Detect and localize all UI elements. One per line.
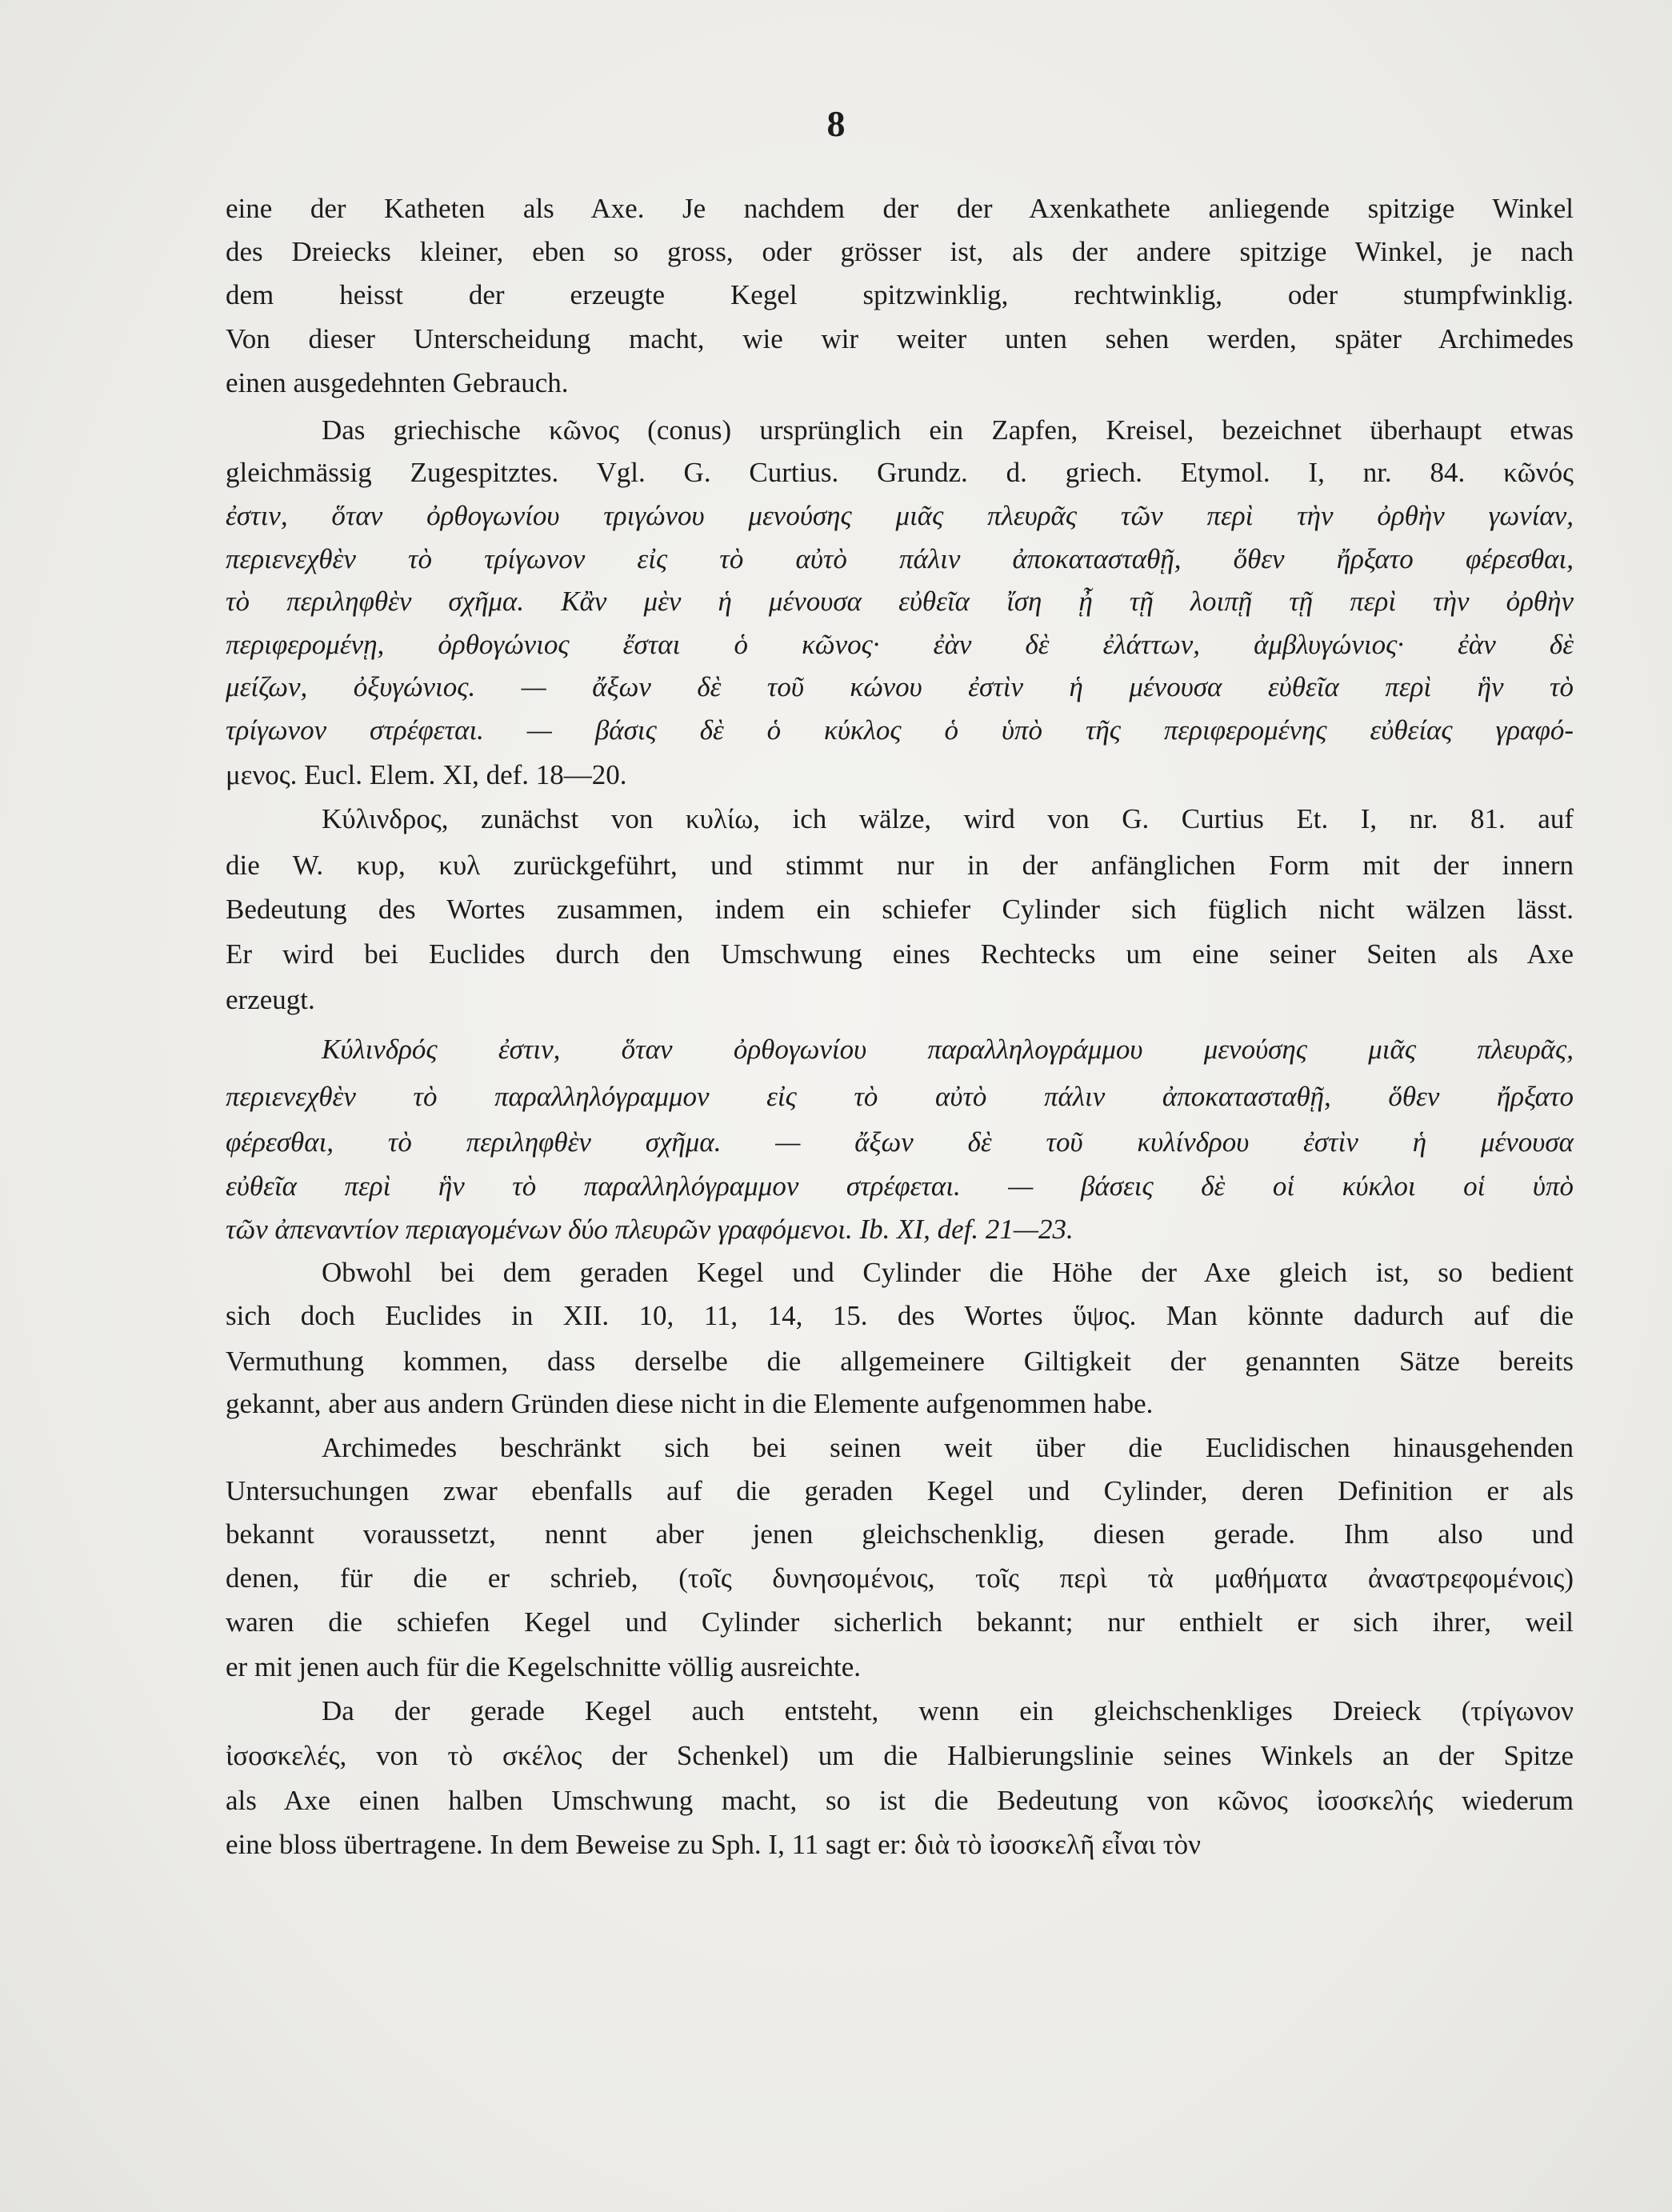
text-line: denen, für die er schrieb, (τοῖς δυνησομένοις, τοῖς περὶ τὰ μαθήματα ἀναστρεφομένοις) (226, 1562, 1574, 1594)
text-line: erzeugt. (226, 984, 315, 1015)
text-line: dem heisst der erzeugte Kegel spitzwinklig, rechtwinklig, oder stumpfwinklig. (226, 279, 1574, 310)
text-line: Von dieser Unterscheidung macht, wie wir weiter unten sehen werden, später Archimedes (226, 323, 1574, 354)
text-line: gleichmässig Zugespitztes. Vgl. G. Curtius. Grundz. d. griech. Etymol. I, nr. 84. κῶνός (226, 457, 1574, 488)
text-line: Archimedes beschränkt sich bei seinen weit über die Euclidischen hinausgehenden (322, 1432, 1574, 1463)
text-line: Da der gerade Kegel auch entsteht, wenn ein gleichschenkliges Dreieck (τρίγωνον (322, 1695, 1574, 1726)
text-line: Vermuthung kommen, dass derselbe die allgemeinere Giltigkeit der genannten Sätze bereits (226, 1346, 1574, 1377)
text-line: περιενεχθὲν τὸ παραλληλόγραμμον εἰς τὸ αὐτὸ πάλιν ἀποκατασταθῇ, ὅθεν ἤρξατο (226, 1081, 1574, 1112)
text-line: eine der Katheten als Axe. Je nachdem der der Axenkathete anliegende spitzige Winkel (226, 193, 1574, 224)
text-line: bekannt voraussetzt, nennt aber jenen gleichschenklig, diesen gerade. Ihm also und (226, 1518, 1574, 1550)
text-line: sich doch Euclides in XII. 10, 11, 14, 15. des Wortes ὕψος. Man könnte dadurch auf die (226, 1300, 1574, 1331)
text-line: des Dreiecks kleiner, eben so gross, oder grösser ist, als der andere spitzige Winkel, je nach (226, 236, 1574, 267)
text-line: gekannt, aber aus andern Gründen diese nicht in die Elemente aufgenommen habe. (226, 1388, 1154, 1419)
text-line: Κύλινδρος, zunächst von κυλίω, ich wälze, wird von G. Curtius Et. I, nr. 81. auf (322, 803, 1574, 834)
page-number: 8 (826, 103, 846, 144)
text-line: ἰσοσκελές, von τὸ σκέλος der Schenkel) um die Halbierungslinie seines Winkels an der Spitze (226, 1740, 1574, 1771)
text-line: die W. κυρ, κυλ zurückgeführt, und stimmt nur in der anfänglichen Form mit der innern (226, 850, 1574, 881)
text-line: er mit jenen auch für die Kegelschnitte völlig ausreichte. (226, 1651, 862, 1682)
text-line: eine bloss übertragene. In dem Beweise zu Sph. I, 11 sagt er: διὰ τὸ ἰσοσκελῆ εἶναι τὸν (226, 1829, 1201, 1860)
text-line: μενος. Eucl. Elem. XI, def. 18—20. (226, 759, 627, 790)
text-line: Obwohl bei dem geraden Kegel und Cylinder die Höhe der Axe gleich ist, so bedient (322, 1257, 1574, 1288)
text-line: εὐθεῖα περὶ ἣν τὸ παραλληλόγραμμον στρέφεται. — βάσεις δὲ οἱ κύκλοι οἱ ὑπὸ (226, 1170, 1574, 1202)
text-line: Κύλινδρός ἐστιν, ὅταν ὀρθογωνίου παραλληλογράμμου μενούσης μιᾶς πλευρᾶς, (322, 1034, 1574, 1065)
text-line: einen ausgedehnten Gebrauch. (226, 367, 569, 398)
text-line: Das griechische κῶνος (conus) ursprünglich ein Zapfen, Kreisel, bezeichnet überhaupt etwas (322, 414, 1574, 446)
text-line: περιφερομένῃ, ὀρθογώνιος ἔσται ὁ κῶνος· ἐὰν δὲ ἐλάττων, ἀμβλυγώνιος· ἐὰν δὲ (226, 629, 1574, 660)
text-line: ἐστιν, ὅταν ὀρθογωνίου τριγώνου μενούσης μιᾶς πλευρᾶς τῶν περὶ τὴν ὀρθὴν γωνίαν, (226, 500, 1574, 531)
text-line: Er wird bei Euclides durch den Umschwung eines Rechtecks um eine seiner Seiten als Axe (226, 938, 1574, 970)
text-line: τὸ περιληφθὲν σχῆμα. Κἂν μὲν ἡ μένουσα εὐθεῖα ἴση ᾖ τῇ λοιπῇ τῇ περὶ τὴν ὀρθὴν (226, 586, 1574, 617)
text-line: waren die schiefen Kegel und Cylinder sicherlich bekannt; nur enthielt er sich ihrer, weil (226, 1606, 1574, 1638)
text-line: φέρεσθαι, τὸ περιληφθὲν σχῆμα. — ἄξων δὲ τοῦ κυλίνδρου ἐστὶν ἡ μένουσα (226, 1126, 1574, 1158)
text-line: τῶν ἀπεναντίον περιαγομένων δύο πλευρῶν γραφόμενοι. Ib. XI, def. 21—23. (226, 1214, 1074, 1245)
text-line: Bedeutung des Wortes zusammen, indem ein schiefer Cylinder sich füglich nicht wälzen lässt. (226, 894, 1574, 925)
text-line: als Axe einen halben Umschwung macht, so ist die Bedeutung von κῶνος ἰσοσκελής wiederum (226, 1785, 1574, 1816)
text-line: μείζων, ὀξυγώνιος. — ἄξων δὲ τοῦ κώνου ἐστὶν ἡ μένουσα εὐθεῖα περὶ ἣν τὸ (226, 671, 1574, 702)
text-line: τρίγωνον στρέφεται. — βάσις δὲ ὁ κύκλος ὁ ὑπὸ τῆς περιφερομένης εὐθείας γραφό- (226, 714, 1574, 746)
text-line: περιενεχθὲν τὸ τρίγωνον εἰς τὸ αὐτὸ πάλιν ἀποκατασταθῇ, ὅθεν ἤρξατο φέρεσθαι, (226, 543, 1574, 574)
text-line: Untersuchungen zwar ebenfalls auf die geraden Kegel und Cylinder, deren Definition er als (226, 1475, 1574, 1506)
